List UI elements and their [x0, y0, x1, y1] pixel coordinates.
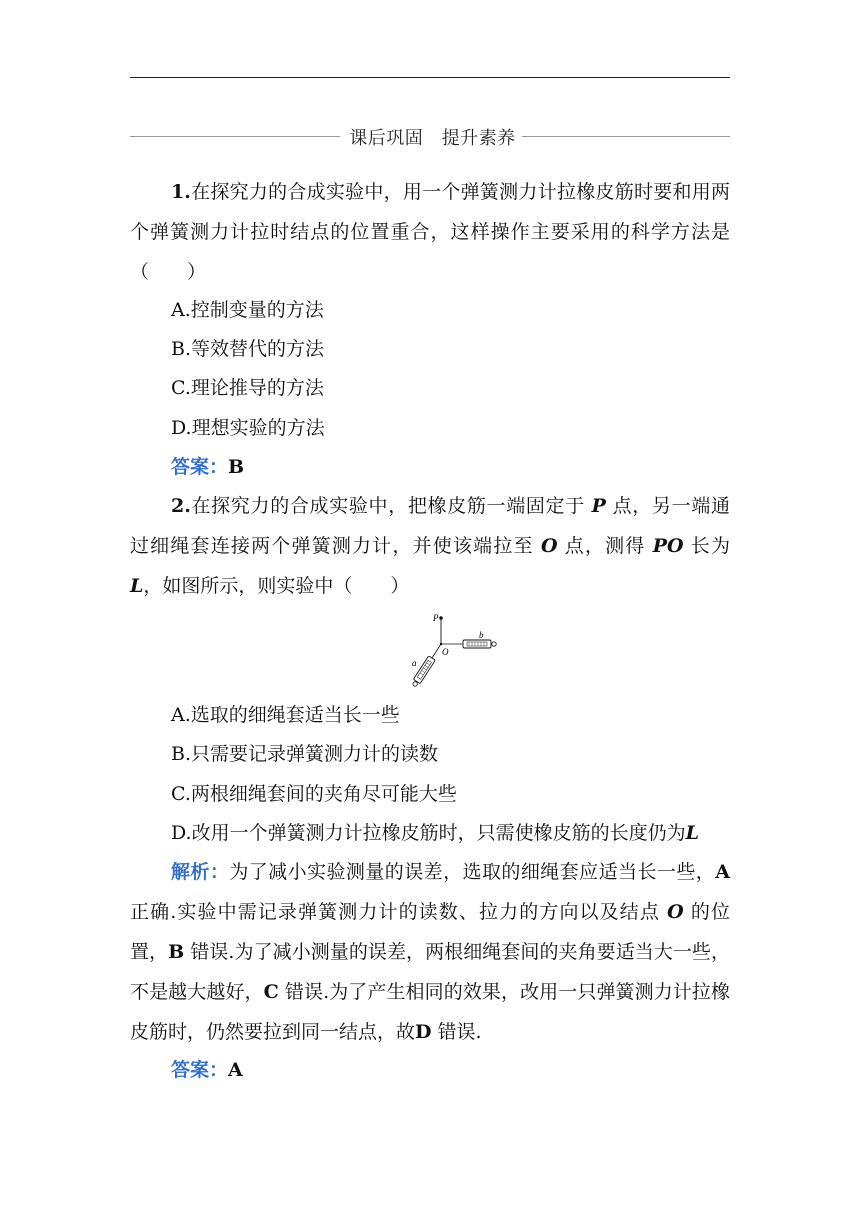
analysis-text-6: 错误.: [437, 1021, 482, 1043]
question-1-option-a: A.控制变量的方法: [171, 299, 324, 321]
question-2-analysis-label: 解析：: [171, 861, 230, 883]
analysis-ref-b: B: [168, 941, 185, 963]
analysis-text-3: 的位置，: [130, 901, 730, 963]
question-2-var-o: O: [540, 535, 558, 557]
question-2-answer-label: 答案：: [171, 1059, 229, 1081]
question-2-option-d-text: D.改用一个弹簧测力计拉橡皮筋时，只需使橡皮筋的长度仍为: [171, 822, 686, 844]
question-2-option-d-var: L: [685, 822, 699, 844]
question-1-answer: [171, 447, 244, 487]
question-1-answer-label: 答案：: [171, 456, 229, 478]
question-1-option-b: B.等效替代的方法: [171, 338, 325, 360]
analysis-text-5: 错误.为了产生相同的效果，改用一只弹簧测力计拉橡皮筋时，仍然要拉到同一结点，故: [130, 981, 730, 1043]
question-1-number: 1.: [171, 181, 191, 203]
figure-label-o: O: [442, 647, 449, 657]
analysis-text-2: 正确.实验中需记录弹簧测力计的读数、拉力的方向以及结点: [130, 901, 660, 923]
question-2-text-1: 在探究力的合成实验中，把橡皮筋一端固定于: [190, 495, 585, 517]
analysis-text-4: 错误.为了减小测量的误差，两根细绳套间的夹角要适当大一些，不是越大越好，: [130, 941, 730, 1003]
question-1-option-c: C.理论推导的方法: [171, 377, 324, 399]
question-1-option-d: D.理想实验的方法: [171, 417, 325, 439]
question-2-text-3: 点，测得: [564, 535, 646, 557]
question-2-var-po: PO: [652, 535, 684, 557]
figure-label-p: P: [433, 613, 439, 623]
figure-label-a: a: [412, 658, 417, 668]
figure-label-b: b: [479, 630, 484, 640]
question-2-var-p: P: [591, 495, 606, 517]
section-header-title: 课后巩固 提升素养: [349, 128, 516, 149]
question-2-answer: [171, 1050, 243, 1090]
question-2-var-l: L: [130, 575, 144, 597]
section-header-left-line: [130, 136, 340, 137]
analysis-ref-c: C: [263, 981, 279, 1003]
analysis-text-1: 为了减小实验测量的误差，选取的细绳套应适当长一些，: [229, 861, 716, 883]
question-2-stem: [130, 486, 730, 606]
question-2-analysis: [130, 852, 730, 1052]
question-2-option-a: A.选取的细绳套适当长一些: [171, 704, 400, 726]
analysis-ref-d: D: [415, 1021, 432, 1043]
question-2-text-5: ，如图所示，则实验中（ ）: [143, 575, 410, 597]
header-rule: [130, 77, 730, 78]
spring-scale-b: [463, 640, 496, 648]
question-2-text-2: 点，另一端通过细绳套连接两个弹簧测力计，并使该端拉至: [130, 495, 730, 557]
question-1-answer-value: B: [228, 456, 245, 478]
question-1-text: 在探究力的合成实验中，用一个弹簧测力计拉橡皮筋时要和用两个弹簧测力计拉时结点的位置重合，这样操作主要采用的科学方法是（ ）: [130, 181, 730, 283]
question-2-number: 2.: [171, 495, 191, 517]
string-a: [432, 644, 441, 658]
section-header: [130, 124, 730, 150]
question-2-option-d: [171, 813, 699, 853]
question-2-text-4: 长为: [690, 535, 730, 557]
question-1-stem: [130, 172, 730, 292]
analysis-var-o: O: [667, 901, 684, 923]
question-2-answer-value: A: [228, 1059, 243, 1081]
question-2-option-b: B.只需要记录弹簧测力计的读数: [171, 743, 439, 765]
question-2-option-c: C.两根细绳套间的夹角尽可能大些: [171, 783, 457, 805]
section-header-right-line: [522, 136, 730, 137]
spring-scale-figure: [405, 610, 505, 692]
analysis-ref-a: A: [715, 861, 730, 883]
